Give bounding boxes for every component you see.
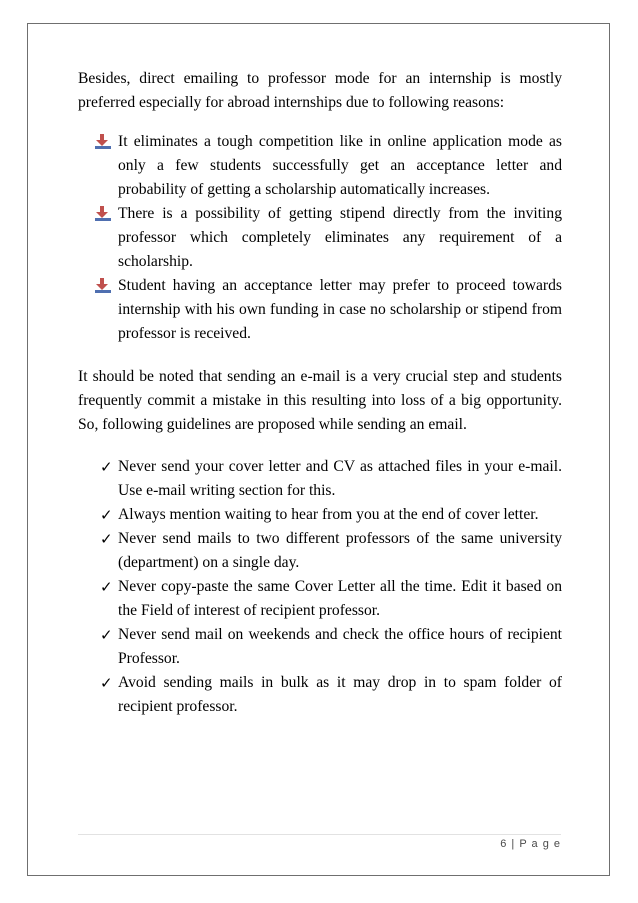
document-body	[78, 67, 562, 719]
arrow-down-bullet-icon	[95, 134, 113, 150]
list-item	[78, 527, 562, 575]
reasons-list	[78, 130, 562, 346]
guidelines-list	[78, 455, 562, 719]
checkmark-icon: ✓	[100, 458, 113, 476]
list-item	[78, 623, 562, 671]
list-item	[78, 671, 562, 719]
checkmark-icon: ✓	[100, 674, 113, 692]
list-item	[78, 274, 562, 346]
arrow-down-bullet-icon	[95, 278, 113, 294]
page-label: P a g e	[519, 838, 561, 850]
checkmark-icon: ✓	[100, 626, 113, 644]
list-item-text: Never send your cover letter and CV as attached files in your e-mail. Use e-mail writing section for this.	[118, 458, 562, 499]
list-item-text: Always mention waiting to hear from you at the end of cover letter.	[118, 506, 539, 523]
checkmark-icon: ✓	[100, 506, 113, 524]
page-separator: |	[511, 838, 516, 850]
arrow-down-bullet-icon	[95, 206, 113, 222]
page-footer	[78, 838, 561, 850]
checkmark-icon: ✓	[100, 578, 113, 596]
list-item-text: Student having an acceptance letter may prefer to proceed towards internship with his own funding in case no scholarship or stipend from professor is received.	[118, 277, 562, 342]
list-item	[78, 503, 562, 527]
list-item-text: Never send mails to two different professors of the same university (department) on a single day.	[118, 530, 562, 571]
checkmark-icon: ✓	[100, 530, 113, 548]
list-item-text: There is a possibility of getting stipend directly from the inviting professor which completely eliminates any requirement of a scholarship.	[118, 205, 562, 270]
list-item	[78, 575, 562, 623]
list-item	[78, 130, 562, 202]
list-item-text: Never copy-paste the same Cover Letter all the time. Edit it based on the Field of interest of recipient professor.	[118, 578, 562, 619]
footer-divider	[78, 834, 561, 835]
guidelines-intro-paragraph: It should be noted that sending an e-mail is a very crucial step and students frequently commit a mistake in this resulting into loss of a big opportunity. So, following guidelines are proposed while sending an email.	[78, 368, 562, 433]
intro-paragraph: Besides, direct emailing to professor mode for an internship is mostly preferred especially for abroad internships due to following reasons:	[78, 70, 562, 111]
list-item-text: Avoid sending mails in bulk as it may drop in to spam folder of recipient professor.	[118, 674, 562, 715]
list-item-text: It eliminates a tough competition like in online application mode as only a few students successfully get an acceptance letter and probability of getting a scholarship automatically increases.	[118, 133, 562, 198]
list-item	[78, 202, 562, 274]
list-item-text: Never send mail on weekends and check the office hours of recipient Professor.	[118, 626, 562, 667]
page-number: 6	[500, 838, 508, 850]
list-item	[78, 455, 562, 503]
